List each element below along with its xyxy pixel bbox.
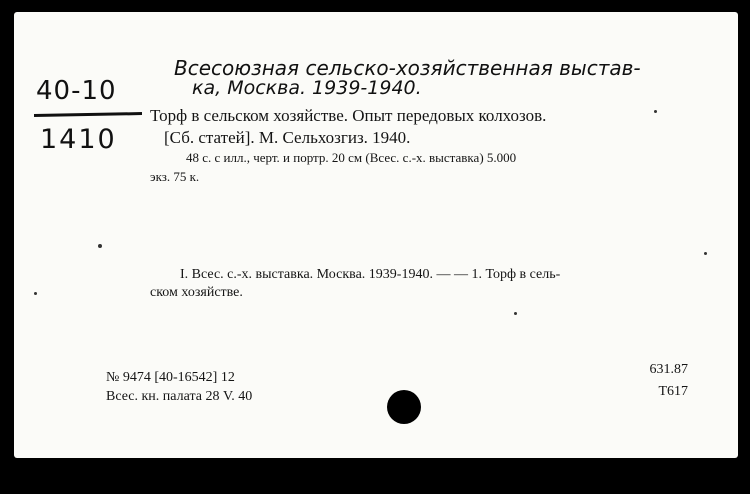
tracing-continued: ском хозяйстве. <box>150 285 243 300</box>
dust-speck <box>704 252 707 255</box>
call-number-bottom: 1410 <box>40 124 117 155</box>
entry-title: Торф в сельском хозяйстве. Опыт передовых колхозов. <box>150 106 547 125</box>
catalog-card <box>14 12 738 458</box>
physical-description: 48 с. с илл., черт. и портр. 20 см (Всес. с.-х. выставка) 5.000 <box>186 150 517 165</box>
entry-title-continued: [Сб. статей]. М. Сельхозгиз. 1940. <box>164 128 411 147</box>
dust-speck <box>34 292 37 295</box>
tracing: I. Всес. с.-х. выставка. Москва. 1939-1940. — — 1. Торф в сель- <box>180 267 561 282</box>
dust-speck <box>654 110 657 113</box>
dust-speck <box>514 312 517 315</box>
call-number-top: 40-10 <box>36 76 117 106</box>
book-chamber-stamp: Всес. кн. палата 28 V. 40 <box>106 389 253 404</box>
registration-number: № 9474 [40-16542] 12 <box>106 370 235 385</box>
handwritten-note-line2: ка, Москва. 1939-1940. <box>192 77 422 99</box>
physical-description-continued: экз. 75 к. <box>150 169 200 184</box>
handwritten-note-line1: Всесоюзная сельско-хозяйственная выстав- <box>174 56 641 80</box>
cutter-number: Т617 <box>658 384 688 399</box>
punch-hole <box>387 390 421 424</box>
dust-speck <box>98 244 102 248</box>
call-number-divider <box>34 112 142 117</box>
classification-number: 631.87 <box>649 362 688 377</box>
